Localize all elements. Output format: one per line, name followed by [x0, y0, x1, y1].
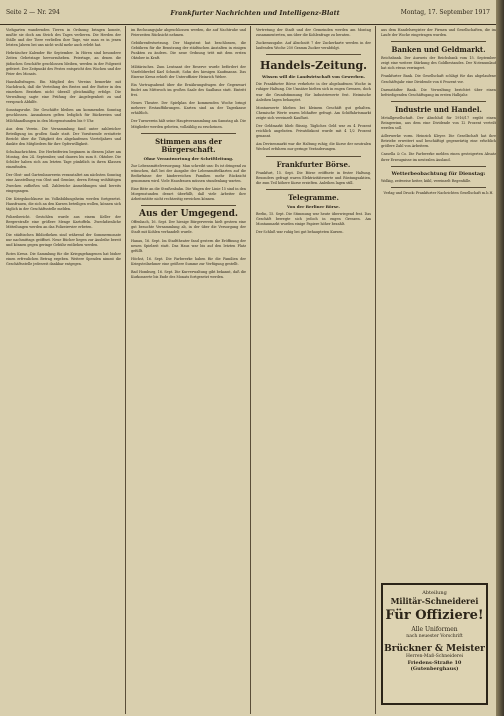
article-paragraph: Der Turnverein hält seine Hauptversammlung am Samstag ab. Die Mitglieder werden gebeten, vollzählig zu erscheinen.: [131, 119, 246, 129]
weather-text: Wolkig, zeitweise heiter, kühl, vereinzelt Regenfälle.: [381, 178, 472, 183]
section-divider: [141, 133, 236, 134]
ad-line: Alle Uniformen: [411, 625, 458, 633]
article-paragraph: Die Frankfurter Börse verkehrte in der abgelaufenen Woche in ruhiger Haltung. Die Umsätze hielten sich in engen Grenzen, doch war die Grundstimmung für Industriewerte fest. Heimische Anleihen lagen behauptet.: [256, 82, 371, 102]
article-paragraph: Frankfurter Bank. Die Gesellschaft schlägt für das abgelaufene Geschäftsjahr eine Dividende von 6 Prozent vor.: [381, 74, 496, 84]
article-paragraph: Rotes Kreuz. Die Sammlung für die Kriegsgefangenen hat bisher einen erfreulichen Betrag ergeben. Weitere Spenden nimmt die Geschäftsstelle jederzeit dankbar entgegen.: [6, 251, 121, 266]
article-paragraph: Gebührenfestsetzung. Der Magistrat hat beschlossen, die Gebühren für die Benutzung der städtischen Anstalten in einigen Punkten zu ändern. Die neue Ordnung tritt mit dem ersten Oktober in Kraft.: [131, 41, 246, 61]
section-heading: Aus der Umgegend.: [139, 209, 238, 220]
ad-line: Herren-Maß-Schneiderei: [405, 654, 464, 660]
ad-firm-name: Brückner & Meister: [384, 643, 485, 654]
article-paragraph: Offenbach, 16. Sept. Der hiesige Bürgerverein hielt gestern eine gut besuchte Versammlung ab, in der über die Versorgung der Stadt mit Kohlen verhandelt wurde.: [131, 220, 246, 235]
column-4: [381, 28, 496, 580]
article-paragraph: Polizeibericht. Gestohlen wurde aus einem Keller der Bergerstraße eine größere Menge Kartoffeln. Zweckdienliche Mitteilungen werden an das Polizeirevier erbeten.: [6, 215, 121, 230]
article-paragraph: Haushaltsfragen. Ein Mitglied des Vereins bemerkte mit Nachdruck, daß die Verteilung des Brotes und der Butter in den einzelnen Bezirken nicht überall gleichmäßig erfolge. Die Verwaltung sagte eine Prüfung der Angelegenheit zu und versprach Abhilfe.: [6, 79, 121, 105]
weather-heading: Wetterbeobachtung für Dienstag:: [391, 170, 486, 177]
article-paragraph: Die Kriegskochkurse im Volksbildungsheim werden fortgesetzt. Hausfrauen, die sich an den Kursen beteiligen wollen, können sich täglich in der Geschäftsstelle melden.: [6, 196, 121, 211]
article-paragraph: Montanwerte blieben bei kleinem Geschäft gut gehalten. Chemische Werte waren lebhafter gefragt. Am Schiffahrtsmarkt zeigte sich vereinzelt Kauflust.: [256, 105, 371, 120]
section-divider: [266, 189, 361, 190]
article-paragraph: Eine Bitte an die Straßenbahn. Die Wagen der Linie 15 sind in den Morgenstunden derart überfüllt, daß viele Arbeiter ihre Arbeitsstätte nicht rechtzeitig erreichen können.: [131, 186, 246, 202]
article-paragraph: im Rechnungsjahr abgeschlossen werden, die auf Nachtruhe und Feierzeiten Rücksicht nehmen.: [131, 28, 246, 38]
article-paragraph: Der Obst- und Gartenbauverein veranstaltet am nächsten Sonntag eine Ausstellung von Obst und Gemüse, deren Ertrag wohltätigen Zwecken zufließen soll. Zahlreiche Anmeldungen sind bereits eingegangen.: [6, 173, 121, 193]
ad-line: nach neuester Vorschrift: [406, 633, 463, 639]
article-paragraph: Militärisches. Zum Leutnant der Reserve wurde befördert der Vizefeldwebel Karl Schmitt, Sohn des hiesigen Kaufmanns. Das Eiserne Kreuz erhielt der Unteroffizier Heinrich Weber.: [131, 64, 246, 79]
article-paragraph: Der Schluß war ruhig bei gut behaupteten Kursen.: [256, 230, 344, 235]
article-paragraph: Metallgesellschaft. Der Abschluß für 1916/17 ergibt einen Reingewinn, aus dem eine Dividende von 12 Prozent verteilt werden soll.: [381, 115, 496, 131]
section-subheading: Wissen will die Landwirtschaft von Gewerben.: [261, 74, 366, 80]
section-subheading: Ohne Verantwortung der Schriftleitung.: [143, 155, 234, 161]
article-paragraph: Zur Lebensmittelversorgung. Man schreibt uns: Es ist dringend zu wünschen, daß bei der Ausgabe der Lebensmittelkarten auf die Bedürfnisse der kinderreichen Familien mehr Rücksicht genommen wird. Viele Hausfrauen müssen stundenlang warten.: [131, 163, 246, 183]
section-heading: Banken und Geldmarkt.: [391, 45, 486, 55]
section-divider: [391, 41, 486, 42]
binding-edge: [496, 0, 504, 716]
article-paragraph: Der Geldmarkt blieb flüssig. Tägliches Geld war zu 4 Prozent reichlich angeboten. Privatdiskont wurde mit 4 1/2 Prozent genannt.: [256, 124, 371, 139]
ad-heading: Militär-Schneiderei: [390, 595, 479, 606]
article-paragraph: Die städtischen Bibliotheken sind während der Sommermonate nur nachmittags geöffnet. Neue Bücher liegen zur Ausleihe bereit und können gegen geringe Gebühr entliehen werden.: [6, 233, 121, 248]
article-paragraph: Bad Homburg, 16. Sept. Die Kurverwaltung gibt bekannt, daß die Kurkonzerte bis Ende des Monats fortgesetzt werden.: [131, 270, 246, 280]
article-paragraph: Hanau, 16. Sept. Im Stadttheater fand gestern die Eröffnung der neuen Spielzeit statt. Das Haus war bis auf den letzten Platz gefüllt.: [131, 238, 246, 253]
article-paragraph: Aus dem Verein. Die Versammlung fand unter zahlreicher Beteiligung im großen Saale statt. Der Vorsitzende erstattete Bericht über die Tätigkeit des abgelaufenen Vierteljahres und dankte den Mitgliedern für ihre Opferwilligkeit.: [6, 126, 121, 146]
column-rule: [125, 26, 126, 714]
section-subheading: Von der Berliner Börse.: [287, 203, 340, 209]
masthead: Frankfurter Nachrichten und Intelligenz-Blatt: [170, 9, 340, 17]
section-heading: Handels-Zeitung.: [260, 59, 367, 73]
column-3: [256, 28, 371, 712]
section-divider: [391, 101, 486, 102]
section-divider: [266, 54, 361, 55]
article-paragraph: Hebräischer Kalender für September. In Hören sind besondere Zeiten Gebetstage hervorzuheben. Feiertage, an denen die jüdischen Geschäfte geschlossen bleiben, werden in der Folgezeit gefeiert. Der Zeitpunkt des Festes entspricht den Wochen und der Feier des Monats.: [6, 51, 121, 76]
column-2: [131, 28, 246, 712]
page-number: Seite 2 — Nr. 294: [6, 9, 60, 16]
section-divider: [391, 187, 486, 188]
article-paragraph: Ein Vortragsabend über die Ernährungsfragen der Gegenwart findet am Mittwoch im großen Saale des Saalbaus statt. Eintritt frei.: [131, 82, 246, 98]
column-rule: [375, 26, 376, 714]
date-line: Montag, 17. September 1917: [400, 9, 490, 16]
section-heading: Industrie und Handel.: [395, 104, 482, 114]
section-heading: Telegramme.: [288, 192, 339, 202]
article-paragraph: Vertretung der Stadt und der Gemeinden werden am Montag zusammentreten, um über die Kohlenfrage zu beraten.: [256, 28, 371, 38]
page-header: [0, 0, 496, 25]
section-heading: Stimmen aus der Bürgerschaft.: [155, 136, 222, 154]
column-1: [6, 28, 121, 712]
article-paragraph: Adlerwerke vorm. Heinrich Kleyer. Die Gesellschaft hat ihre Betriebe erweitert und beschäftigt gegenwärtig eine erheblich größere Zahl von Arbeitern.: [381, 134, 496, 149]
article-paragraph: Schulnachrichten. Die Herbstferien beginnen in diesem Jahre am Montag, den 24. September, und dauern bis zum 8. Oktober. Die Schüler haben sich am letzten Tage pünktlich in ihren Klassen einzufinden.: [6, 149, 121, 170]
ad-department: Abteilung: [422, 590, 447, 596]
advertisement-box: [381, 583, 488, 705]
article-paragraph: Höchst, 16. Sept. Die Farbwerke haben für die Familien der Kriegsteilnehmer eine größere Summe zur Verfügung gestellt.: [131, 256, 246, 266]
article-paragraph: Zuckerausgabe. Auf Abschnitt 7 der Zuckerkarte werden in der laufenden Woche 250 Gramm Zucker verabfolgt.: [256, 41, 371, 51]
section-divider: [391, 166, 486, 167]
ad-address: Friedens-Straße 10 (Gutenberghaus): [407, 660, 462, 673]
article-paragraph: Reichsbank. Der Ausweis der Reichsbank vom 15. September zeigt eine weitere Stärkung des Goldbestandes. Der Notenumlauf hat sich etwas verringert.: [381, 56, 496, 71]
article-paragraph: Cassella & Co. Die Farbwerke melden einen gesteigerten Absatz ihrer Erzeugnisse im neutralen Ausland.: [381, 152, 496, 162]
article-paragraph: Sonntagsruhe. Die Geschäfte bleiben am kommenden Sonntag geschlossen. Ausnahmen gelten lediglich für Bäckereien und Milchhandlungen in den Morgenstunden bis 9 Uhr.: [6, 108, 121, 123]
article-paragraph: Berlin, 15. Sept. Die Stimmung war heute überwiegend fest. Das Geschäft bewegte sich jedoch in engen Grenzen. Am Montanmarkt wurden einige Papiere höher bezahlt.: [256, 211, 371, 226]
imprint: Verlag und Druck: Frankfurter Nachrichten Gesellschaft m.b.H.: [383, 190, 494, 195]
article-paragraph: Viehgarten wandernden Tieren in Ordnung bringen konnte, mußte sie doch am Strich des Tages verlieren. Die Herden der Ställe und der Tiere verließen ihre Tage, wie man es in jenen letzten Jahren bei uns nicht wohl mehr auch erlebt hat.: [6, 28, 121, 48]
article-paragraph: Neues Theater. Der Spielplan der kommenden Woche bringt mehrere Erstaufführungen. Karten sind an der Tageskasse erhältlich.: [131, 101, 246, 116]
article-paragraph: aus dem Handelsregister der Firmen und Gesellschaften, die im Laufe der Woche eingetragen wurden.: [381, 28, 496, 38]
section-divider: [141, 205, 236, 206]
section-heading: Frankfurter Börse.: [276, 159, 351, 169]
column-rule: [250, 26, 251, 714]
article-paragraph: Am Devisenmarkt war die Haltung ruhig; die Kurse der neutralen Wechsel erfuhren nur geringe Veränderungen.: [256, 142, 371, 152]
ad-headline: Für Offiziere!: [385, 607, 484, 623]
article-paragraph: Darmstädter Bank. Die Verwaltung berichtet über einen befriedigenden Geschäftsgang im ersten Halbjahr.: [381, 87, 496, 97]
article-paragraph: Frankfurt, 15. Sept. Die Börse eröffnete in fester Haltung. Besonders gefragt waren Elektrizitätswerte und Rüstungsaktien, die zum Teil höhere Kurse erzielten. Anleihen lagen still.: [256, 170, 371, 185]
section-divider: [266, 156, 361, 157]
